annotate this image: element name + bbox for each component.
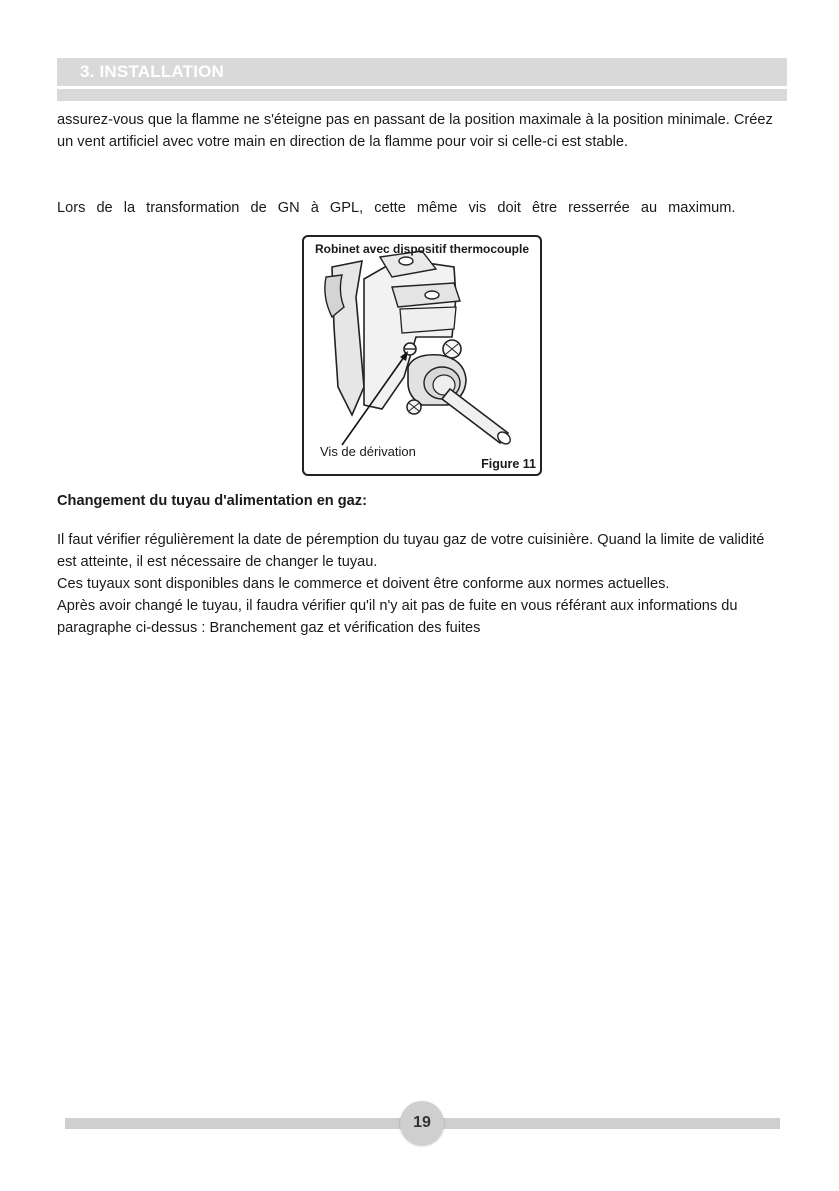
hose-line-2: Ces tuyaux sont disponibles dans le commerce et doivent être conforme aux normes actuelles. — [57, 576, 670, 592]
header-underline-bar — [57, 89, 787, 101]
figure-callout-label: Vis de dérivation — [320, 444, 416, 459]
paragraph-hose-replacement — [57, 529, 787, 639]
paragraph-flame-test: assurez-vous que la flamme ne s'éteigne pas en passant de la position maximale à la position minimale. Créez un vent artificiel avec votre main en direction de la flamme pour voir si celle-ci est stable. — [57, 112, 773, 150]
subheading-hose-replacement: Changement du tuyau d'alimentation en gaz: — [57, 493, 367, 509]
gas-valve-illustration — [304, 237, 540, 474]
figure-number: Figure 11 — [481, 457, 536, 471]
figure-gas-valve — [302, 235, 542, 476]
section-title: 3. INSTALLATION — [80, 62, 225, 81]
hose-line-3: Après avoir changé le tuyau, il faudra vérifier qu'il n'y ait pas de fuite en vous référant aux informations du paragraphe ci-dessus : Branchement gaz et vérification des fuites — [57, 598, 738, 636]
paragraph-gpl-transformation: Lors de la transformation de GN à GPL, cette même vis doit être resserrée au maximum. — [57, 200, 736, 216]
page-number: 19 — [400, 1101, 444, 1145]
figure-title: Robinet avec dispositif thermocouple — [314, 242, 530, 256]
hose-line-1: Il faut vérifier régulièrement la date de péremption du tuyau gaz de votre cuisinière. Quand la limite de validité est atteinte, il est nécessaire de changer le tuyau. — [57, 532, 765, 570]
